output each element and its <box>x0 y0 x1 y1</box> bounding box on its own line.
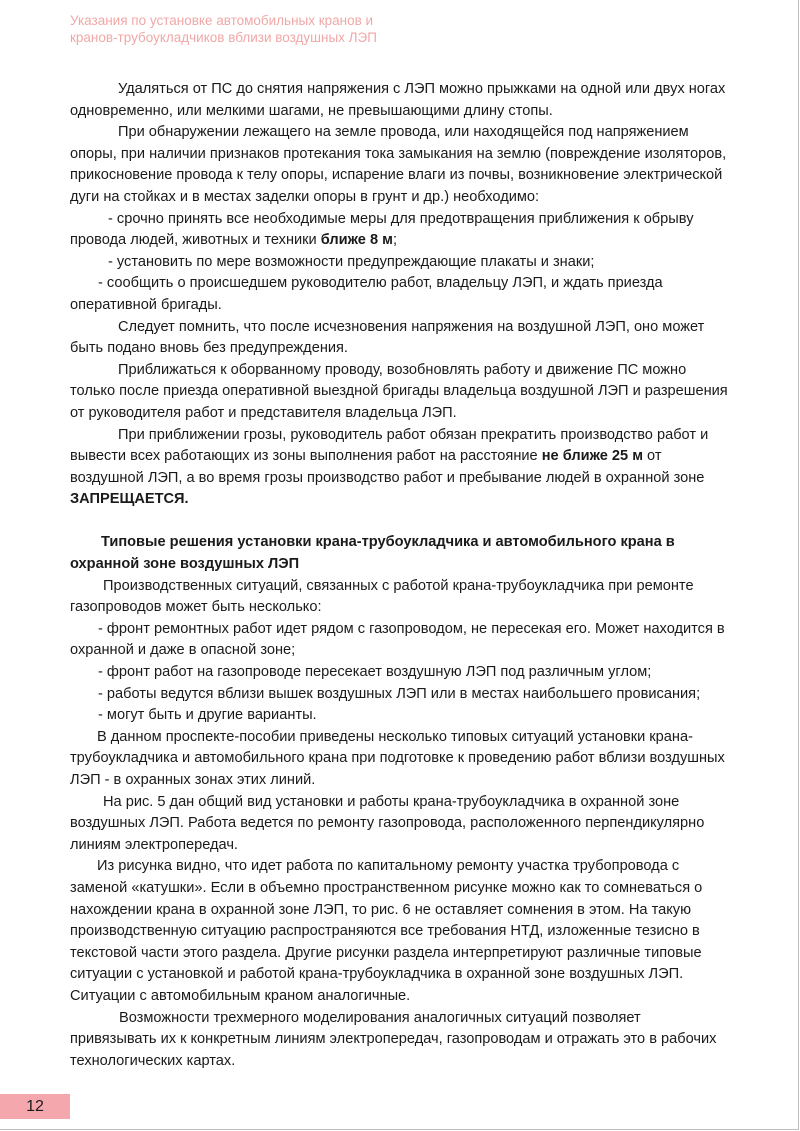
document-body <box>70 79 730 1072</box>
header-line-1: Указания по установке автомобильных кранов и <box>70 13 374 28</box>
list-item: - работы ведутся вблизи вышек воздушных ЛЭП или в местах наибольшего провисания; <box>98 685 701 702</box>
emphasis-distance: не ближе 25 м <box>541 448 643 465</box>
list-item: - сообщить о происшедшем руководителю работ, владельцу ЛЭП, и ждать приезда оперативной бригады. <box>70 275 663 313</box>
list-item-end: ; <box>392 232 397 249</box>
paragraph: На рис. 5 дан общий вид установки и работы крана-трубоукладчика в охранной зоне воздушных ЛЭП. Работа ведется по ремонту газопровода, расположенного перпендикулярно линиям электропередач. <box>70 793 705 853</box>
paragraph: Удаляться от ПС до снятия напряжения с ЛЭП можно прыжками на одной или двух ногах одновременно, или мелкими шагами, не превышающими длину стопы. <box>70 81 726 119</box>
running-header <box>70 12 470 46</box>
list-item: - фронт ремонтных работ идет рядом с газопроводом, не пересекая его. Может находится в охранной и даже в опасной зоне; <box>70 620 725 659</box>
emphasis-prohibited: ЗАПРЕЩАЕТСЯ. <box>70 491 189 508</box>
storm-text-2: от воздушной ЛЭП, а во время грозы производство работ и пребывание людей в охранной зоне <box>70 448 705 486</box>
paragraph-storm <box>70 425 730 511</box>
list-item <box>70 209 730 252</box>
storm-text-1: При приближении грозы, руководитель работ обязан прекратить производство работ и вывести всех работающих из зоны выполнения работ на расстояние <box>70 426 709 465</box>
emphasis-distance: ближе 8 м <box>320 232 393 249</box>
paragraph: Приближаться к оборванному проводу, возобновлять работу и движение ПС можно только после приезда оперативной выездной бригады владельца воздушной ЛЭП и разрешения от руководителя работ и представителя владельца ЛЭП. <box>70 361 728 421</box>
list-item: - фронт работ на газопроводе пересекает воздушную ЛЭП под различным углом; <box>98 664 652 681</box>
paragraph: Следует помнить, что после исчезновения напряжения на воздушной ЛЭП, оно может быть подано вновь без предупреждения. <box>70 318 705 357</box>
page-number: 12 <box>0 1094 70 1119</box>
list-item: - установить по мере возможности предупреждающие плакаты и знаки; <box>108 253 595 270</box>
header-line-2: кранов-трубоукладчиков вблизи воздушных ЛЭП <box>70 30 377 45</box>
paragraph: Из рисунка видно, что идет работа по капитальному ремонту участка трубопровода с заменой «катушки». Если в объемно пространственном рисунке можно как то сомневаться о нахождении крана в охранной зоне ЛЭП, то рис. 6 не оставляет сомнения в этом. На такую производственную ситуацию распространяются все требования НТД, изложенные тезисно в текстовой части этого раздела. Другие рисунки раздела интерпретируют различные типовые ситуации с установкой и работой крана-трубоукладчика в охранной зоне воздушных ЛЭП. Ситуации с автомобильным краном аналогичные. <box>70 858 703 1004</box>
paragraph: В данном проспекте-пособии приведены несколько типовых ситуаций установки крана-трубоукладчика и автомобильного крана при подготовке к проведению работ вблизи воздушных ЛЭП - в охранных зонах этих линий. <box>70 728 725 788</box>
paragraph: При обнаружении лежащего на земле провода, или находящейся под напряжением опоры, при наличии признаков протекания тока замыкания на землю (повреждение изоляторов, прикосновение провода к телу опоры, испарение влаги из почвы, возникновение электрической дуги на стойках и в местах заделки опоры в грунт и др.) необходимо: <box>70 124 727 205</box>
section-heading: Типовые решения установки крана-трубоукладчика и автомобильного крана в охранной зоне воздушных ЛЭП <box>70 534 675 573</box>
paragraph: Производственных ситуаций, связанных с работой крана-трубоукладчика при ремонте газопроводов может быть несколько: <box>70 577 694 616</box>
paragraph: Возможности трехмерного моделирования аналогичных ситуаций позволяет привязывать их к конкретным линиям электропередач, газопроводам и отражать это в рабочих технологических картах. <box>70 1009 717 1069</box>
list-item-text: - срочно принять все необходимые меры для предотвращения приближения к обрыву провода людей, животных и техники <box>70 210 694 249</box>
list-item: - могут быть и другие варианты. <box>98 707 317 724</box>
